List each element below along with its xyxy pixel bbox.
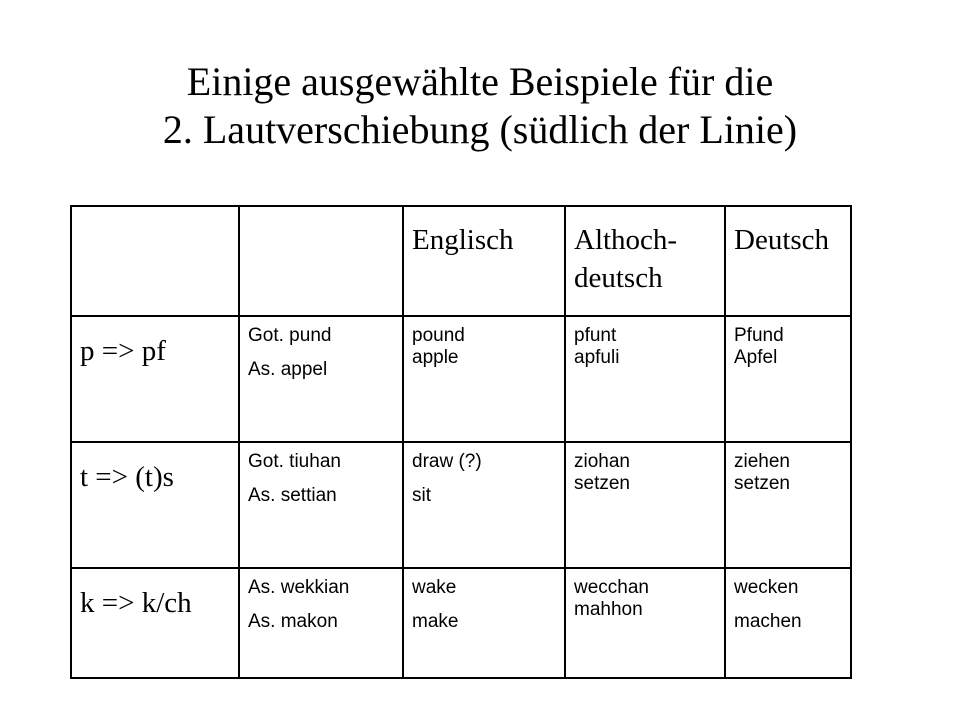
english-word: make (412, 611, 459, 632)
source-cell (239, 442, 403, 568)
source-word: As. settian (248, 485, 337, 506)
ahd-cell (565, 442, 725, 568)
rule-cell (71, 316, 239, 442)
rule-label: t => (t)s (80, 461, 174, 493)
deutsch-word: Apfel (734, 347, 778, 368)
rule-cell (71, 568, 239, 678)
english-word: sit (412, 485, 431, 506)
ahd-word: setzen (574, 473, 630, 494)
header-cell-althochdeutsch (565, 206, 725, 316)
deutsch-word: ziehen (734, 451, 790, 472)
source-word: As. makon (248, 611, 338, 632)
source-cell (239, 316, 403, 442)
rule-cell (71, 442, 239, 568)
rule-label: p => pf (80, 335, 166, 367)
ahd-word: wecchan (574, 577, 649, 598)
slide-title (0, 58, 960, 154)
english-word: draw (?) (412, 451, 482, 472)
header-cell-empty-2 (239, 206, 403, 316)
ahd-word: mahhon (574, 599, 643, 620)
english-word: wake (412, 577, 457, 598)
slide-title-line-1: Einige ausgewählte Beispiele für die (186, 59, 774, 104)
table-row (71, 316, 851, 442)
sound-shift-table (70, 205, 852, 679)
table-row (71, 442, 851, 568)
deutsch-word: wecken (734, 577, 799, 598)
header-cell-deutsch: Deutsch (725, 206, 851, 316)
source-word: As. appel (248, 359, 328, 380)
english-word: pound (412, 325, 465, 346)
slide-title-line-2: 2. Lautverschiebung (südlich der Linie) (162, 107, 798, 152)
english-cell (403, 568, 565, 678)
header-cell-empty-1 (71, 206, 239, 316)
source-word: Got. tiuhan (248, 451, 341, 472)
deutsch-word: machen (734, 611, 802, 632)
ahd-word: ziohan (574, 451, 630, 472)
rule-label: k => k/ch (80, 587, 192, 619)
english-cell (403, 442, 565, 568)
deutsch-cell (725, 442, 851, 568)
ahd-word: pfunt (574, 325, 617, 346)
english-word: apple (412, 347, 459, 368)
ahd-word: apfuli (574, 347, 620, 368)
header-althochdeutsch-label: Althoch- deutsch (574, 224, 678, 294)
header-cell-englisch: Englisch (403, 206, 565, 316)
ahd-cell (565, 568, 725, 678)
source-word: Got. pund (248, 325, 332, 346)
source-cell (239, 568, 403, 678)
table-row (71, 568, 851, 678)
ahd-cell (565, 316, 725, 442)
deutsch-word: Pfund (734, 325, 784, 346)
source-word: As. wekkian (248, 577, 350, 598)
deutsch-cell (725, 568, 851, 678)
deutsch-word: setzen (734, 473, 790, 494)
english-cell (403, 316, 565, 442)
table-header-row (71, 206, 851, 316)
deutsch-cell (725, 316, 851, 442)
